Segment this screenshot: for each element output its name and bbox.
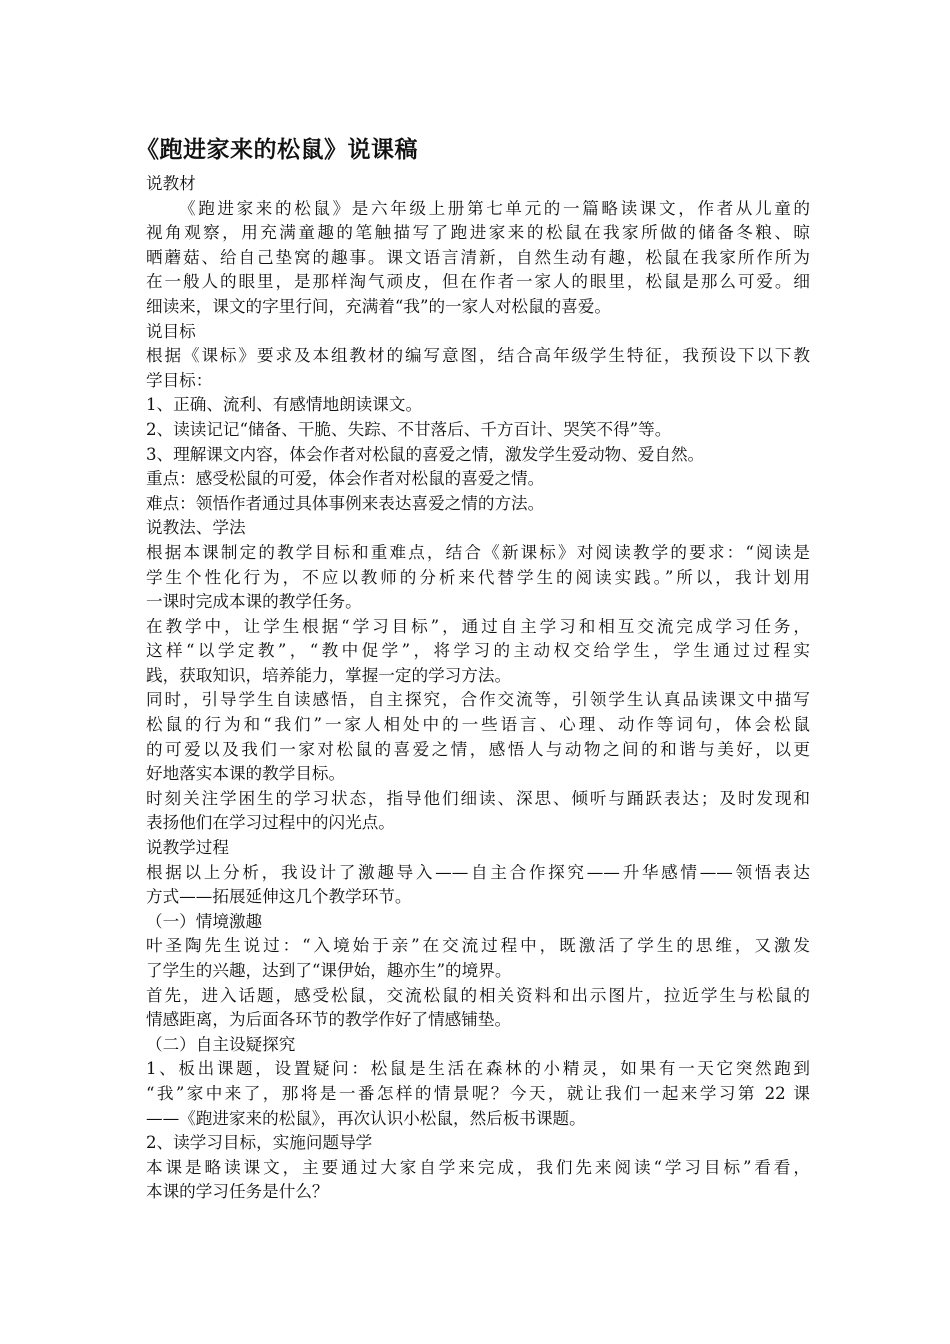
- text-line: 一课时完成本课的教学任务。: [146, 592, 362, 612]
- text-line: 在一般人的眼里，是那样淘气顽皮，但在作者一家人的眼里，松鼠是那么可爱。细: [146, 272, 810, 292]
- text-line: 2、读读记记“储备、干脆、失踪、不甘落后、千方百计、哭笑不得”等。: [146, 419, 672, 439]
- text-line: 学目标：: [146, 370, 213, 390]
- text-line: ——《跑进家来的松鼠》，再次认识小松鼠，然后板书课题。: [146, 1108, 586, 1128]
- text-line: 情感距离，为后面各环节的教学作好了情感铺垫。: [146, 1010, 512, 1030]
- text-line: “我”家中来了，那将是一番怎样的情景呢？今天，就让我们一起来学习第 22 课: [146, 1083, 810, 1103]
- text-line: 1、正确、流利、有感情地朗读课文。: [146, 395, 423, 415]
- text-line: 晒蘑菇、给自己垫窝的趣事。课文语言清新，自然生动有趣，松鼠在我家所作所为: [146, 247, 810, 267]
- text-line: 方式——拓展延伸这几个教学环节。: [146, 887, 412, 907]
- text-line: 根据以上分析，我设计了激趣导入——自主合作探究——升华感情——领悟表达: [146, 862, 810, 882]
- text-line: 时刻关注学困生的学习状态，指导他们细读、深思、倾听与踊跃表达；及时发现和: [146, 788, 810, 808]
- section-heading: 说目标: [146, 321, 196, 341]
- text-line: 根据本课制定的教学目标和重难点，结合《新课标》对阅读教学的要求：“阅读是: [146, 542, 810, 562]
- text-line: 视角观察，用充满童趣的笔触描写了跑进家来的松鼠在我家所做的储备冬粮、晾: [146, 223, 810, 243]
- text-line: 践，获取知识，培养能力，掌握一定的学习方法。: [146, 665, 512, 685]
- text-line: 3、理解课文内容，体会作者对松鼠的喜爱之情，激发学生爱动物、爱自然。: [146, 444, 705, 464]
- text-line: 2、读学习目标，实施问题导学: [146, 1133, 373, 1153]
- text-line: 同时，引导学生自读感悟，自主探究，合作交流等，引领学生认真品读课文中描写: [146, 690, 810, 710]
- section-heading: （二）自主设疑探究: [146, 1034, 296, 1054]
- text-line: 《跑进家来的松鼠》是六年级上册第七单元的一篇略读课文，作者从儿童的: [179, 198, 810, 218]
- document-page: [136, 134, 810, 1205]
- text-line: 在教学中，让学生根据“学习目标”，通过自主学习和相互交流完成学习任务，: [146, 616, 810, 636]
- text-line: 重点：感受松鼠的可爱，体会作者对松鼠的喜爱之情。: [146, 469, 545, 489]
- text-line: 叶圣陶先生说过：“入境始于亲”在交流过程中，既激活了学生的思维，又激发: [146, 936, 810, 956]
- text-line: 难点：领悟作者通过具体事例来表达喜爱之情的方法。: [146, 493, 545, 513]
- section-heading: （一）情境激趣: [146, 911, 263, 931]
- text-line: 好地落实本课的教学目标。: [146, 764, 346, 784]
- text-line: 学生个性化行为，不应以教师的分析来代替学生的阅读实践。”所以，我计划用: [146, 567, 810, 587]
- text-line: 松鼠的行为和“我们”一家人相处中的一些语言、心理、动作等词句，体会松鼠: [146, 715, 810, 735]
- text-line: 这样“以学定教”，“教中促学”，将学习的主动权交给学生，学生通过过程实: [146, 641, 810, 661]
- text-line: 了学生的兴趣，达到了“课伊始，趣亦生”的境界。: [146, 961, 512, 980]
- text-line: 根据《课标》要求及本组教材的编写意图，结合高年级学生特征，我预设下以下教: [146, 346, 810, 366]
- section-heading: 说教法、学法: [146, 518, 246, 538]
- text-line: 本课是略读课文，主要通过大家自学来完成，我们先来阅读“学习目标”看看，: [146, 1157, 810, 1177]
- document-body: [146, 172, 810, 1205]
- text-line: 首先，进入话题，感受松鼠，交流松鼠的相关资料和出示图片，拉近学生与松鼠的: [146, 985, 810, 1005]
- section-heading: 说教材: [146, 174, 196, 193]
- section-heading: 说教学过程: [146, 838, 229, 858]
- text-line: 本课的学习任务是什么？: [146, 1182, 329, 1202]
- text-line: 1、板出课题，设置疑问：松鼠是生活在森林的小精灵，如果有一天它突然跑到: [146, 1059, 810, 1079]
- text-line: 表扬他们在学习过程中的闪光点。: [146, 813, 395, 833]
- text-line: 细读来，课文的字里行间，充满着“我”的一家人对松鼠的喜爱。: [146, 296, 611, 316]
- document-title: 《跑进家来的松鼠》说课稿: [136, 137, 418, 163]
- text-line: 的可爱以及我们一家对松鼠的喜爱之情，感悟人与动物之间的和谐与美好，以更: [146, 739, 810, 759]
